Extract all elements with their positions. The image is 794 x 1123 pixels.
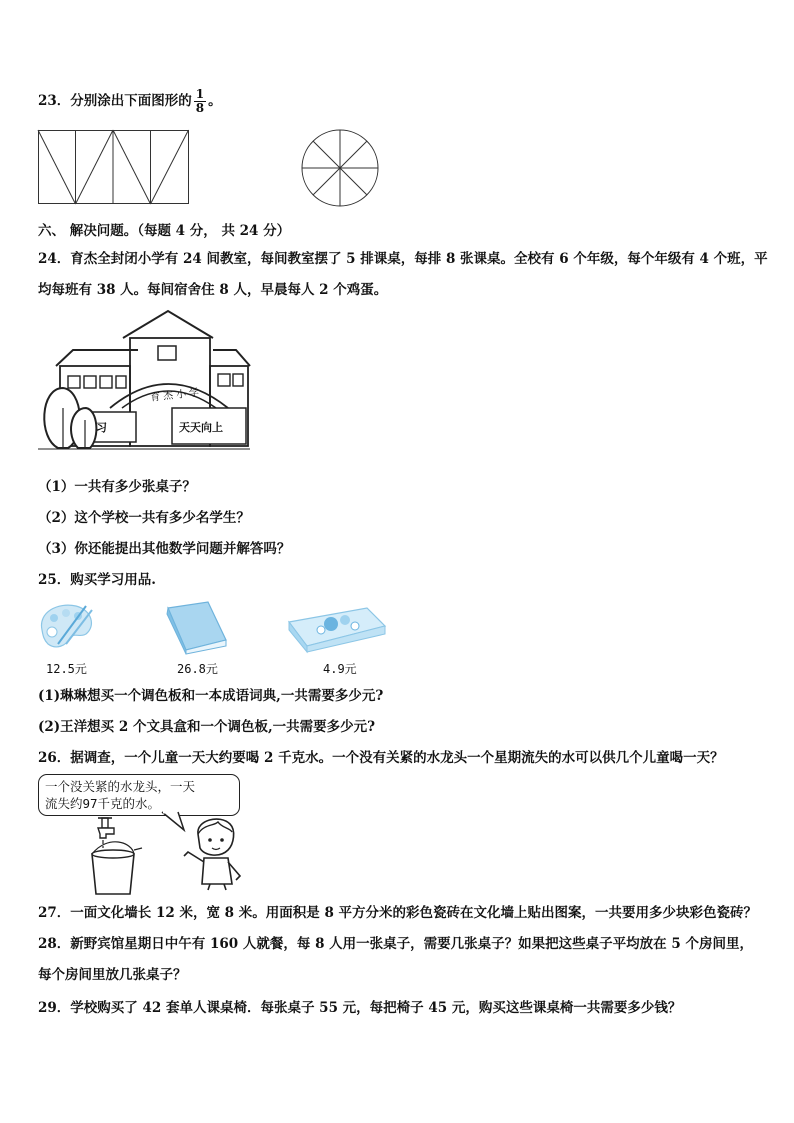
circle-figure[interactable] [300, 128, 380, 208]
boy-illustration [180, 814, 246, 890]
q24-sub3: （3）你还能提出其他数学问题并解答吗？ [38, 541, 291, 557]
q24-line1: 24．育杰全封闭小学有 24 间教室，每间教室摆了 5 排课桌，每排 8 张课桌。全校有 6 个年级，每个年级有 4 个班，平 [38, 251, 768, 267]
wall-slogan-right: 天天向上 [179, 421, 223, 434]
dictionary-book-icon [164, 600, 230, 654]
q27-text: 27．一面文化墙长 12 米，宽 8 米。用面积是 8 平方分米的彩色瓷砖在文化墙上贴出图案，一共要用多少块彩色瓷砖？ [38, 905, 758, 921]
fraction-one-eighth: $\frac{1}{8}$ [195, 87, 205, 115]
rectangle-figure[interactable] [38, 130, 190, 205]
q25-sub1: (1)琳琳想买一个调色板和一本成语词典,一共需要多少元? [38, 688, 384, 704]
q25-sub2: (2)王洋想买 2 个文具盒和一个调色板,一共需要多少元? [38, 719, 376, 735]
section-six-heading: 六、 解决问题。（每题 4 分， 共 24 分） [38, 223, 291, 239]
palette-icon [36, 600, 96, 652]
speech-bubble [38, 774, 240, 816]
q24-line2: 均每班有 38 人。每间宿舍住 8 人，早晨每人 2 个鸡蛋。 [38, 282, 388, 298]
q25-text: 25．购买学习用品. [38, 572, 156, 588]
faucet-bucket-illustration [88, 814, 148, 896]
q28-line1: 28．新野宾馆星期日中午有 160 人就餐，每 8 人用一张桌子，需要几张桌子？如果把这些桌子平均放在 5 个房间里， [38, 936, 753, 952]
dictionary-price: 26.8元 [177, 662, 218, 676]
q23-text: 23．分别涂出下面图形的 $\frac{1}{8}$ 。 [38, 87, 222, 115]
q24-sub1: （1）一共有多少张桌子？ [38, 479, 196, 495]
q23-label: 23．分别涂出下面图形的 [38, 93, 192, 109]
q28-line2: 每个房间里放几张桌子？ [38, 967, 187, 983]
school-sign: 育杰小学 [149, 387, 203, 404]
speech-bubble-text: 一个没关紧的水龙头，一天 流失约97千克的水。 [45, 779, 196, 811]
pencil-case-icon [287, 604, 387, 652]
palette-price: 12.5元 [46, 662, 87, 676]
pencil-case-price: 4.9元 [323, 662, 357, 676]
q26-text: 26．据调查，一个儿童一天大约要喝 2 千克水。一个没有关紧的水龙头一个星期流失的水可以供几个儿童喝一天？ [38, 750, 724, 766]
wall-slogan-left: 习 [96, 421, 107, 434]
q24-sub2: （2）这个学校一共有多少名学生？ [38, 510, 250, 526]
q29-text: 29．学校购买了 42 套单人课桌椅．每张桌子 55 元，每把椅子 45 元，购买这些课桌椅一共需要多少钱？ [38, 1000, 682, 1016]
